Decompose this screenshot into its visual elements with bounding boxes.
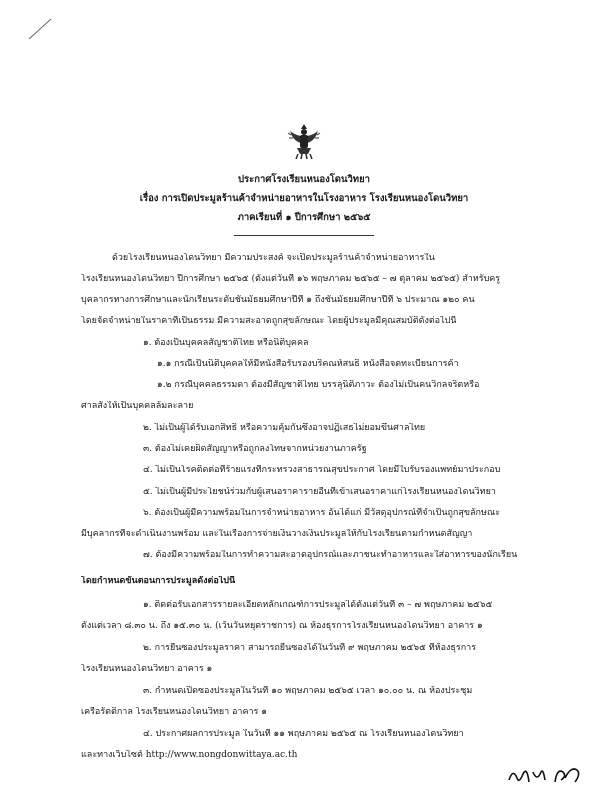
announcement-org: ประกาศโรงเรียนหนองโดนวิทยา <box>238 174 370 185</box>
step-item: เครือรัตติกาล โรงเรียนหนองโดนวิทยา อาคาร ๑ <box>81 707 267 717</box>
qualification-item: มีบุคลากรที่จะดำเนินงานพร้อม และในเรื่องการจ่ายเงินวางเงินประมูลให้กับโรงเรียนตามกำหนดสัญญา <box>81 529 473 539</box>
intro-line: โรงเรียนหนองโดนวิทยา ปีการศึกษา ๒๕๖๕ (ตั้งแต่วันที่ ๑๖ พฤษภาคม ๒๕๖๕ – ๗ ตุลาคม ๒๕๖๕) สำหรับครู <box>81 274 501 284</box>
qualification-item: ๕. ไม่เป็นผู้มีประโยชน์ร่วมกับผู้เสนอราคารายอื่นที่เข้าเสนอราคาแก่โรงเรียนหนองโดนวิทยา <box>143 487 496 497</box>
scan-mark-line <box>28 18 52 40</box>
qualification-item: ๗. ต้องมีความพร้อมในการทำความสะอาดอุปกรณ์และภาชนะทำอาหารและใส่อาหารของนักเรียน <box>143 550 518 560</box>
intro-line: โดยจัดจำหน่ายในราคาที่เป็นธรรม มีความสะอาดถูกสุขลักษณะ โดยผู้ประมูลมีคุณสมบัติดังต่อไปนี้ <box>81 316 457 326</box>
header-divider <box>234 235 374 236</box>
qualification-item: ศาลสั่งให้เป็นบุคคลล้มละลาย <box>81 401 194 411</box>
intro-line: ด้วยโรงเรียนหนองโดนวิทยา มีความประสงค์ จะเปิดประมูลร้านค้าจำหน่ายอาหารใน <box>112 253 435 263</box>
step-item: ๓. กำหนดเปิดซองประมูลในวันที่ ๑๐ พฤษภาคม ๒๕๖๕ เวลา ๑๐.๐๐ น. ณ ห้องประชุม <box>143 686 473 696</box>
announcement-term: ภาคเรียนที่ ๑ ปีการศึกษา ๒๕๖๕ <box>237 212 371 223</box>
qualification-item: ๒. ไม่เป็นผู้ได้รับเอกสิทธิ์ หรือความคุ้มกันซึ่งอาจปฏิเสธไม่ยอมขึ้นศาลไทย <box>143 423 426 433</box>
qualification-item: ๑. ต้องเป็นบุคคลสัญชาติไทย หรือนิติบุคคล <box>143 338 309 348</box>
qualification-item: ๖. ต้องเป็นผู้มีความพร้อมในการจำหน่ายอาหาร อันได้แก่ มีวัสดุอุปกรณ์ที่จำเป็นถูกสุขลักษณะ <box>143 508 501 518</box>
step-item: ตั้งแต่เวลา ๘.๓๐ น. ถึง ๑๕.๓๐ น. (เว้นวันหยุดราชการ) ณ ห้องธุรการโรงเรียนหนองโดนวิทยา อาคาร ๑ <box>81 621 483 631</box>
step-item: ๒. การยื่นซองประมูลราคา สามารถยื่นซองได้ในวันที่ ๙ พฤษภาคม ๒๕๖๕ ที่ห้องธุรการ <box>143 643 477 653</box>
signature-mark <box>505 760 585 788</box>
garuda-emblem-icon <box>287 121 321 161</box>
announcement-subject: เรื่อง การเปิดประมูลร้านค้าจำหน่ายอาหารในโรงอาหาร โรงเรียนหนองโดนวิทยา <box>139 193 469 204</box>
steps-heading: โดยกำหนดขั้นตอนการประมูลดังต่อไปนี้ <box>81 576 236 586</box>
step-item: ๑. ติดต่อรับเอกสารรายละเอียดหลักเกณฑ์การประมูลได้ตั้งแต่วันที่ ๓ – ๗ พฤษภาคม ๒๕๖๕ <box>143 600 493 610</box>
announcement-header <box>0 170 608 227</box>
step-item: ๔. ประกาศผลการประมูล ในวันที่ ๑๑ พฤษภาคม ๒๕๖๕ ณ โรงเรียนหนองโดนวิทยา <box>143 729 464 739</box>
qualification-item: ๑.๑ กรณีเป็นนิติบุคคลให้มีหนังสือรับรองบริคณห์สนธิ หนังสือจดทะเบียนการค้า <box>157 359 459 369</box>
qualification-item: ๔. ไม่เป็นโรคติดต่อที่ร้ายแรงที่กระทรวงสาธารณสุขประกาศ โดยมีใบรับรองแพทย์มาประกอบ <box>143 465 501 475</box>
qualification-item: ๑.๒ กรณีบุคคลธรรมดา ต้องมีสัญชาติไทย บรรลุนิติภาวะ ต้องไม่เป็นคนวิกลจริตหรือ <box>157 380 480 390</box>
step-item: โรงเรียนหนองโดนวิทยา อาคาร ๑ <box>81 664 213 674</box>
qualification-item: ๓. ต้องไม่เคยผิดสัญญาหรือถูกลงโทษจากหน่วยงานภาครัฐ <box>143 444 367 454</box>
step-item: และทางเว็บไซต์ http://www.nongdonwittaya.ac.th <box>81 750 298 760</box>
intro-line: บุคลากรทางการศึกษาและนักเรียนระดับชั้นมัธยมศึกษาปีที่ ๑ ถึงชั้นมัธยมศึกษาปีที่ ๖ ประมาณ ๑๒๐ คน <box>81 295 475 305</box>
